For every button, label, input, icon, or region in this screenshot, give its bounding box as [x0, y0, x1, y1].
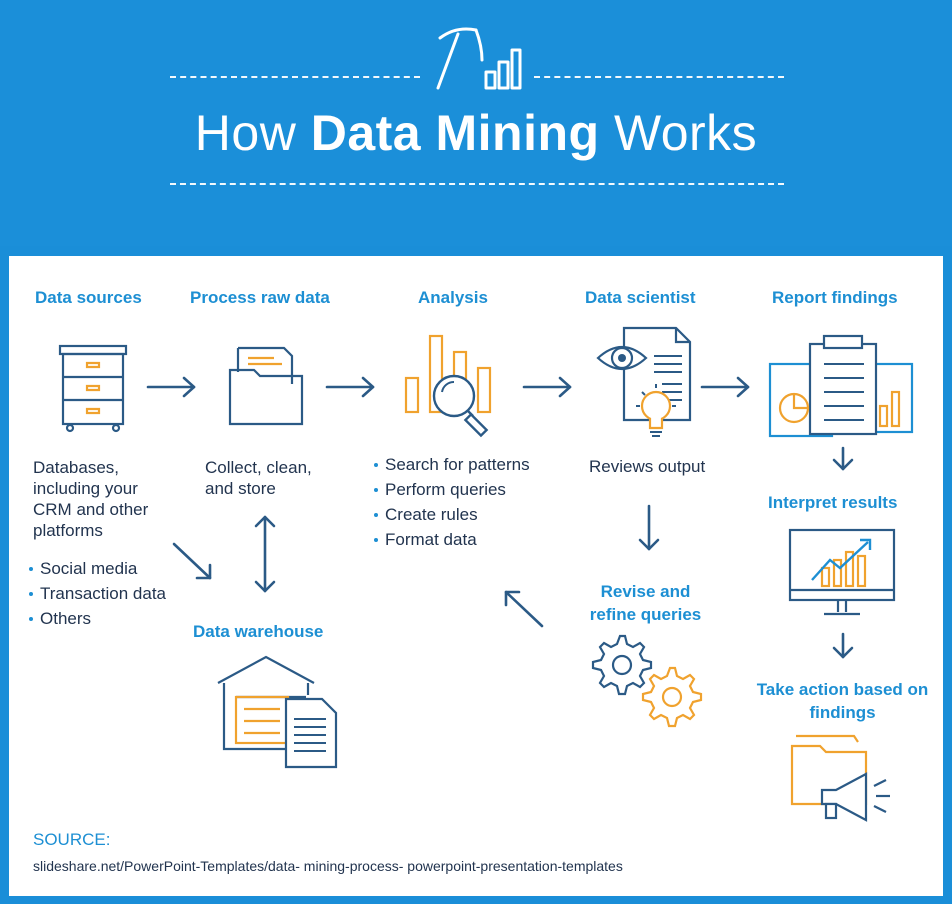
step-title-data-warehouse: Data warehouse — [193, 622, 324, 641]
data-scientist-description: Reviews output — [589, 457, 706, 476]
analysis-magnifier-icon — [404, 334, 500, 442]
list-item: Transaction data — [29, 581, 166, 606]
analysis-list — [374, 452, 530, 552]
step-title-analysis: Analysis — [418, 288, 488, 307]
header-banner — [0, 0, 952, 246]
arrow-right-icon — [700, 376, 752, 398]
list-item: Create rules — [374, 502, 530, 527]
step-title-take-action: Take action based on findings — [756, 680, 929, 722]
arrow-down-icon — [638, 504, 660, 552]
data-sources-description: Databases, including your CRM and other platforms — [33, 458, 149, 540]
arrow-down-icon — [832, 632, 854, 660]
title-bottom-divider — [170, 183, 784, 185]
source-url: slideshare.net/PowerPoint-Templates/data- mining-process- powerpoint-presentation-templates — [33, 858, 623, 874]
list-item: Perform queries — [374, 477, 530, 502]
process-description: Collect, clean, and store — [205, 458, 312, 498]
filing-cabinet-icon — [58, 344, 128, 432]
folder-icon — [228, 346, 306, 428]
title-top-divider-right — [534, 76, 784, 78]
gears-icon — [590, 632, 706, 726]
arrow-up-left-icon — [502, 588, 544, 628]
step-title-data-scientist: Data scientist — [585, 288, 696, 307]
folder-megaphone-icon — [790, 734, 900, 820]
arrow-right-icon — [325, 376, 377, 398]
title-top-divider — [170, 76, 420, 78]
list-item: Format data — [374, 527, 530, 552]
page-title: How Data Mining Works — [194, 105, 758, 161]
step-title-interpret-results: Interpret results — [768, 493, 898, 512]
list-item: Social media — [29, 556, 166, 581]
step-title-revise-refine: Revise and refine queries — [589, 582, 702, 624]
arrow-right-icon — [146, 376, 198, 398]
monitor-chart-icon — [788, 528, 896, 620]
step-title-data-sources: Data sources — [35, 288, 142, 307]
arrow-vertical-double-icon — [254, 514, 276, 594]
pickaxe-chart-icon — [432, 26, 522, 96]
source-label: SOURCE: — [33, 830, 111, 849]
arrow-down-right-icon — [172, 542, 214, 582]
data-sources-list — [29, 556, 166, 631]
arrow-down-icon — [832, 446, 854, 472]
list-item: Others — [29, 606, 166, 631]
step-title-process-raw-data: Process raw data — [190, 288, 330, 307]
report-documents-icon — [768, 328, 916, 438]
eye-document-bulb-icon — [596, 326, 696, 448]
list-item: Search for patterns — [374, 452, 530, 477]
arrow-right-icon — [522, 376, 574, 398]
step-title-report-findings: Report findings — [772, 288, 898, 307]
warehouse-icon — [216, 655, 342, 771]
